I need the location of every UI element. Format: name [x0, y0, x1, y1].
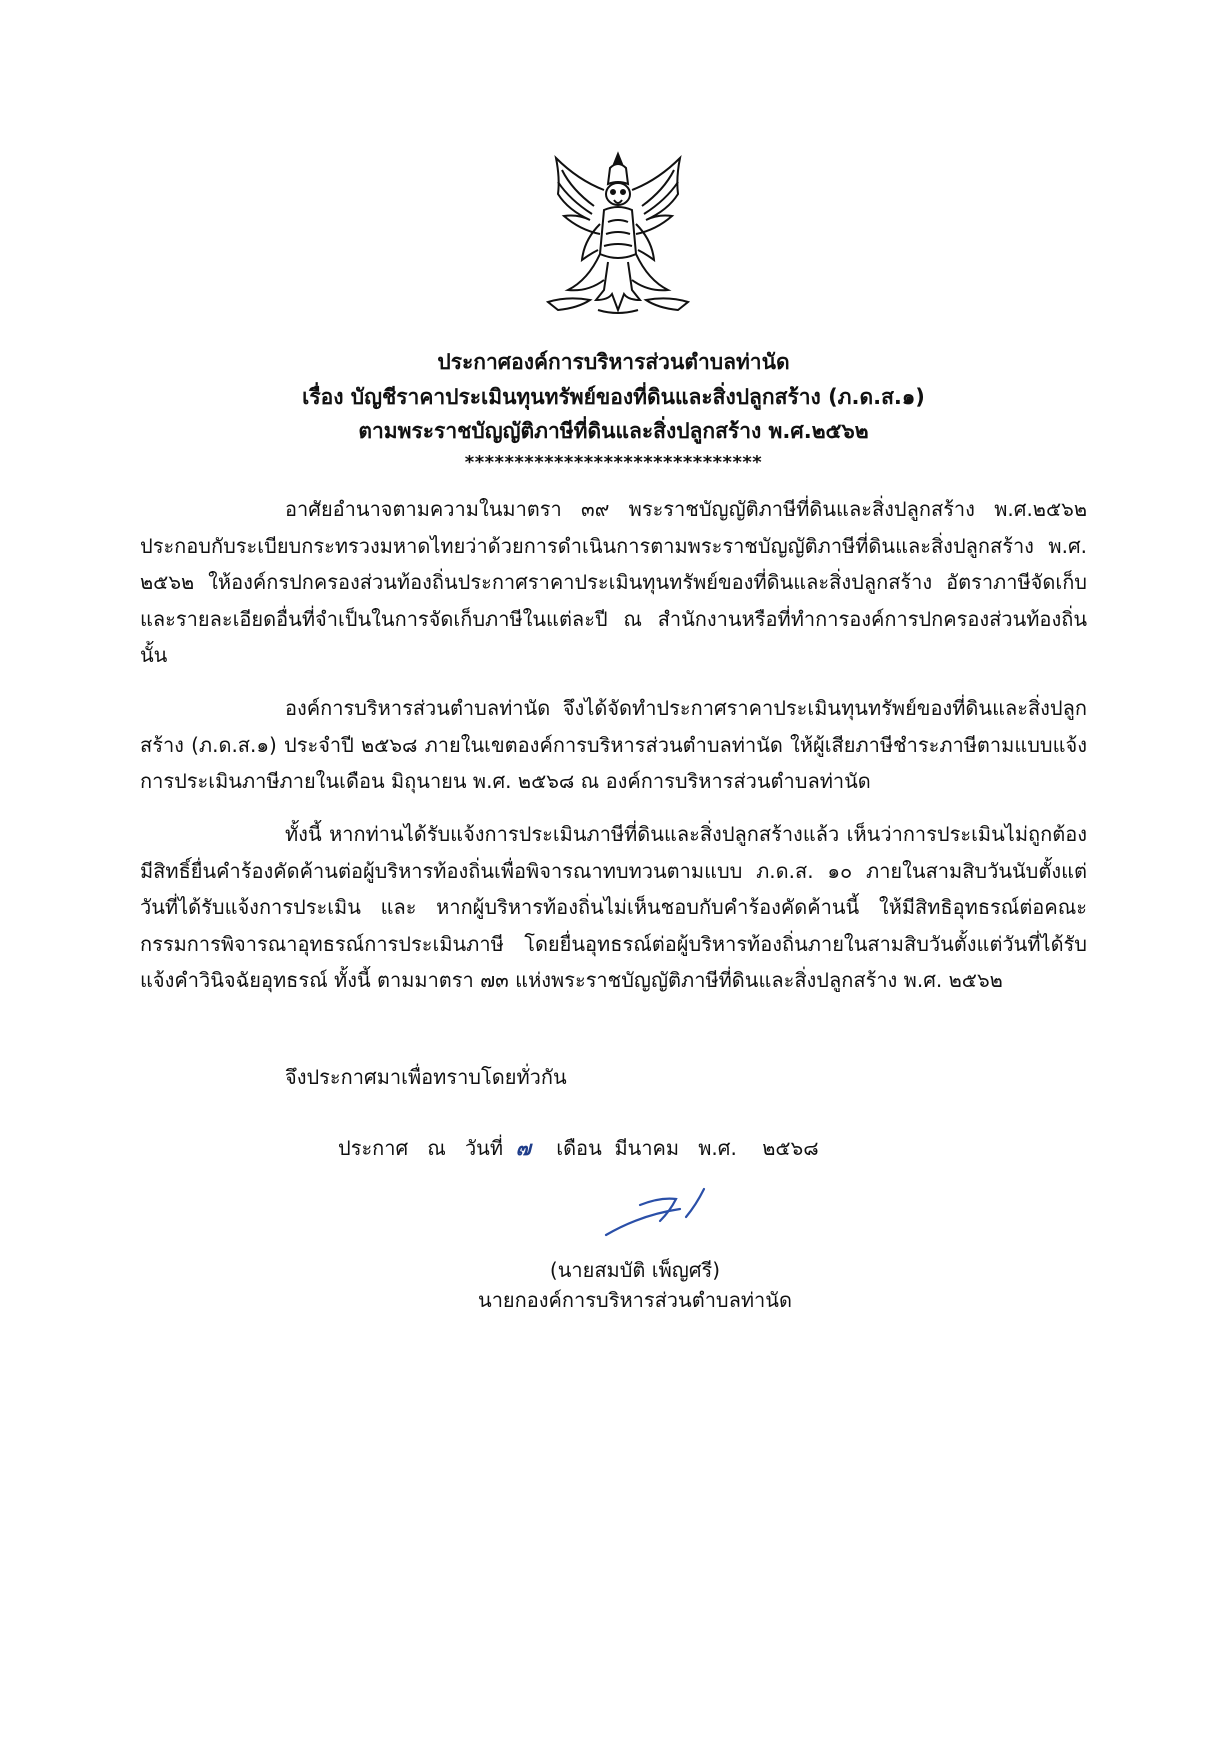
date-at-label: ณ — [427, 1136, 446, 1160]
date-announce-label: ประกาศ — [338, 1136, 409, 1160]
date-day-label: วันที่ — [464, 1136, 504, 1160]
signer-name: (นายสมบัติ เพ็ญศรี) — [549, 1258, 721, 1282]
announcement-title: ประกาศองค์การบริหารส่วนตำบลท่านัด — [437, 350, 790, 374]
closing-statement: จึงประกาศมาเพื่อทราบโดยทั่วกัน — [285, 1065, 567, 1089]
body-paragraph-1: อาศัยอำนาจตามความในมาตรา ๓๙ พระราชบัญญัติภาษีที่ดินและสิ่งปลูกสร้าง พ.ศ.๒๕๖๒ ประกอบกับระเบียบกระทรวงมหาดไทยว่าด้วยการดำเนินการตามพระราชบัญญัติภาษีที่ดินและสิ่งปลูกสร้าง พ.ศ. ๒๕๖๒ ให้องค์กรปกครองส่วนท้องถิ่นประกาศราคาประเมินทุนทรัพย์ของที่ดินและสิ่งปลูกสร้าง อัตราภาษีจัดเก็บ และรายละเอียดอื่นที่จำเป็นในการจัดเก็บภาษีในแต่ละปี ณ สำนักงานหรือที่ทำการองค์การปกครองส่วนท้องถิ่นนั้น — [140, 497, 1087, 667]
announcement-law-reference: ตามพระราชบัญญัติภาษีที่ดินและสิ่งปลูกสร้าง พ.ศ.๒๕๖๒ — [358, 419, 869, 443]
body-paragraph-2: องค์การบริหารส่วนตำบลท่านัด จึงได้จัดทำประกาศราคาประเมินทุนทรัพย์ของที่ดินและสิ่งปลูกสร้าง (ภ.ด.ส.๑) ประจำปี ๒๕๖๘ ภายในเขตองค์การบริหารส่วนตำบลท่านัด ให้ผู้เสียภาษีชำระภาษีตามแบบแจ้งการประเมินภาษีภายในเดือน มิถุนายน พ.ศ. ๒๕๖๘ ณ องค์การบริหารส่วนตำบลท่านัด — [140, 696, 1087, 793]
body-paragraph-3: ทั้งนี้ หากท่านได้รับแจ้งการประเมินภาษีที่ดินและสิ่งปลูกสร้างแล้ว เห็นว่าการประเมินไม่ถูกต้อง มีสิทธิ์ยื่นคำร้องคัดค้านต่อผู้บริหารท้องถิ่นเพื่อพิจารณาทบทวนตามแบบ ภ.ด.ส. ๑๐ ภายในสามสิบวันนับตั้งแต่วันที่ได้รับแจ้งการประเมิน และ หากผู้บริหารท้องถิ่นไม่เห็นชอบกับคำร้องคัดค้านนี้ ให้มีสิทธิอุทธรณ์ต่อคณะกรรมการพิจารณาอุทธรณ์การประเมินภาษี โดยยื่นอุทธรณ์ต่อผู้บริหารท้องถิ่นภายในสามสิบวันตั้งแต่วันที่ได้รับแจ้งคำวินิจฉัยอุทธรณ์ ทั้งนี้ ตามมาตรา ๗๓ แห่งพระราชบัญญัติภาษีที่ดินและสิ่งปลูกสร้าง พ.ศ. ๒๕๖๒ — [140, 822, 1087, 992]
announcement-date — [338, 1133, 819, 1163]
handwritten-signature-icon — [600, 1175, 750, 1245]
garuda-emblem-icon — [538, 150, 698, 318]
date-month-value: มีนาคม — [614, 1136, 680, 1160]
announcement-subject: เรื่อง บัญชีราคาประเมินทุนทรัพย์ของที่ดินและสิ่งปลูกสร้าง (ภ.ด.ส.๑) — [302, 385, 925, 409]
heading-separator: ****************************** — [464, 452, 763, 473]
date-era-label: พ.ศ. — [698, 1136, 737, 1160]
signer-title: นายกองค์การบริหารส่วนตำบลท่านัด — [478, 1288, 792, 1312]
date-day-value: ๗ — [515, 1136, 531, 1160]
date-month-label: เดือน — [556, 1136, 602, 1160]
date-year-value: ๒๕๖๘ — [762, 1136, 819, 1160]
